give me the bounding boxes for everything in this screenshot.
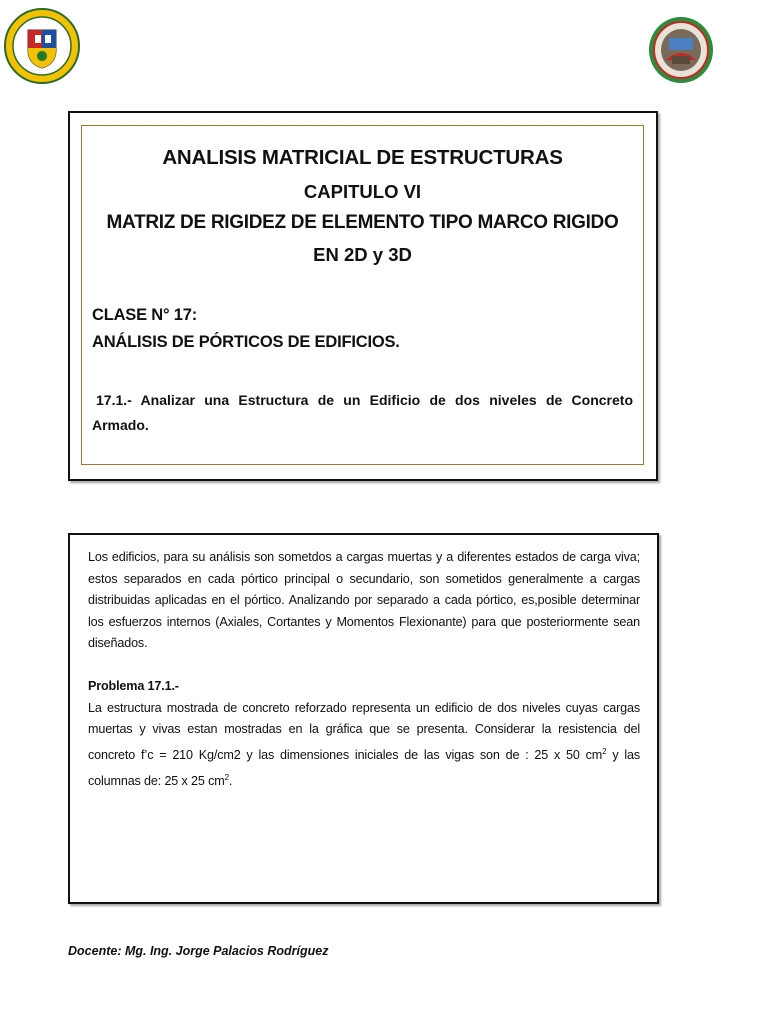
problem-paragraph: [88, 698, 640, 793]
document-title: ANALISIS MATRICIAL DE ESTRUCTURAS: [162, 146, 563, 169]
content-box: [68, 533, 659, 904]
problem-text-b: y las columnas de: 25 x 25 cm: [88, 747, 640, 788]
content-text: [88, 547, 640, 792]
title-box: [68, 111, 658, 481]
problem-title: Problema 17.1.-: [88, 678, 179, 693]
civil-engineering-logo: [648, 16, 714, 84]
university-logo: [4, 8, 80, 84]
class-label: CLASE N° 17:: [92, 306, 198, 324]
title-box-inner-border: [81, 125, 644, 465]
chapter-subtitle-2: EN 2D y 3D: [313, 244, 412, 265]
problem-superscript-1: 2: [602, 746, 607, 756]
chapter-heading: CAPITULO VI: [303, 181, 422, 202]
intro-paragraph: Los edificios, para su análisis son sometdos a cargas muertas y a diferentes estados de carga viva; estos separados en cada pórtico principal o secundario, son sometidos generalmente a cargas distribuidas aplicadas en el pórtico. Analizando por separado a cada pórtico, es,posible determinar los esfuerzos internos (Axiales, Cortantes y Momentos Flexionante) para que posteriormente sean diseñados.: [88, 550, 640, 651]
chapter-subtitle: MATRIZ DE RIGIDEZ DE ELEMENTO TIPO MARCO RIGIDO: [106, 212, 619, 233]
civil-engineering-seal-icon: [648, 16, 714, 84]
problem-superscript-2: 2: [224, 772, 229, 782]
university-seal-icon: [4, 8, 80, 84]
class-topic: ANÁLISIS DE PÓRTICOS DE EDIFICIOS.: [92, 333, 400, 351]
problem-text-a: La estructura mostrada de concreto reforzado representa un edificio de dos niveles cuyas cargas muertas y vivas estan mostradas en la gráfica que se presenta. Considerar la resistencia del concreto f’c = 210 Kg/cm2 y las dimensiones iniciales de las vigas son de : 25 x 50 cm: [88, 700, 640, 762]
docente-footer: Docente: Mg. Ing. Jorge Palacios Rodríguez: [68, 944, 329, 958]
problem-text-c: .: [228, 773, 233, 788]
exercise-statement: 17.1.- Analizar una Estructura de un Edificio de dos niveles de Concreto Armado.: [92, 392, 633, 433]
